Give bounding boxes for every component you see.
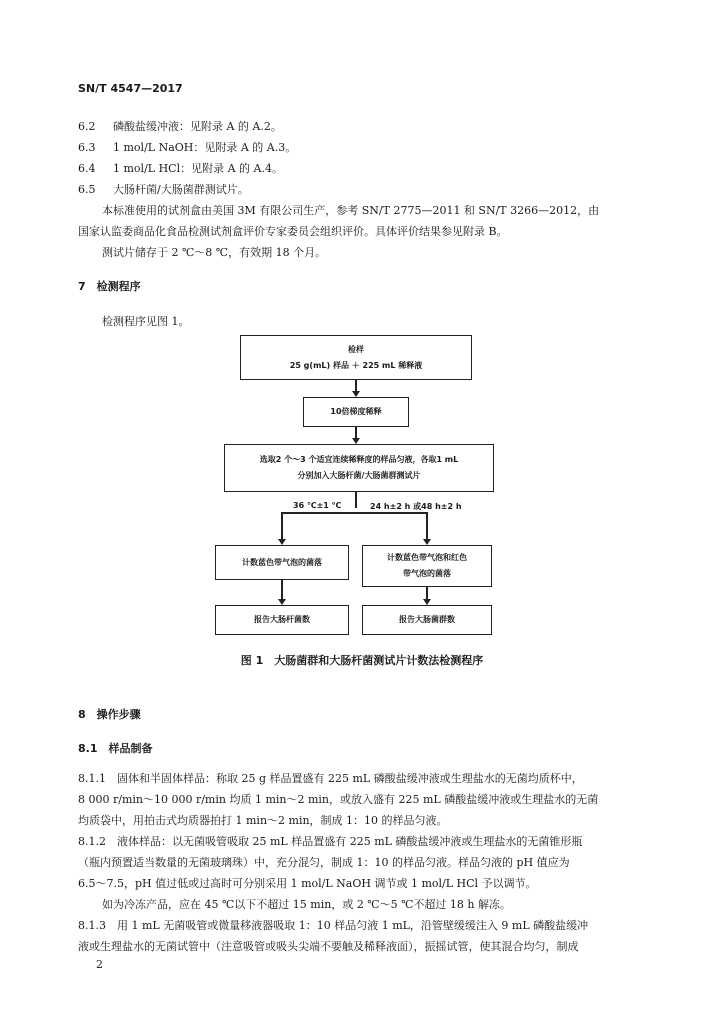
condition-time: 24 h±2 h 或48 h±2 h [370, 502, 462, 511]
item-number: 6.3 [78, 141, 96, 154]
flow-box-text: 分别加入大肠杆菌/大肠菌群测试片 [297, 471, 421, 480]
item-6-2 [78, 118, 282, 134]
flow-box-text: 带气泡的菌落 [403, 569, 451, 578]
item-number: 6.5 [78, 183, 96, 196]
para-line: 8 000 r/min～10 000 r/min 均质 1 min～2 min，或放入盛有 225 mL 磷酸盐缓冲液或生理盐水的无菌 [78, 793, 599, 806]
connector [426, 512, 428, 540]
flow-box-text: 25 g(mL) 样品 ＋ 225 mL 稀释液 [289, 360, 423, 370]
flow-box-count-coliform [362, 545, 492, 587]
para-line: 8.1.3 用 1 mL 无菌吸管或微量移液器吸取 1：10 样品匀液 1 mL，沿管壁缓缓注入 9 mL 磷酸盐缓冲 [78, 919, 589, 932]
flow-box-count-ecoli [215, 545, 349, 580]
para-line: 6.5～7.5，pH 值过低或过高时可分别采用 1 mol/L NaOH 调节或 1 mol/L HCl 予以调节。 [78, 877, 537, 890]
para-line: 均质袋中，用拍击式均质器拍打 1 min～2 min，制成 1：10 的样品匀液。 [78, 814, 448, 827]
para-line: 国家认监委商品化食品检测试剂盒评价专家委员会组织评价。具体评价结果参见附录 B。 [78, 225, 508, 238]
para-line: 测试片储存于 2 ℃～8 ℃，有效期 18 个月。 [102, 246, 327, 259]
item-6-4 [78, 160, 283, 176]
document-header: SN/T 4547—2017 [78, 82, 183, 95]
flow-box-select [224, 444, 494, 492]
item-text: 1 mol/L NaOH：见附录 A 的 A.3。 [113, 141, 297, 154]
connector [355, 492, 357, 508]
connector [281, 512, 427, 514]
figure-caption: 图 1 大肠菌群和大肠杆菌测试片计数法检测程序 [240, 654, 484, 667]
flow-box-report-coliform [362, 605, 492, 635]
item-6-5 [78, 181, 249, 197]
item-text: 磷酸盐缓冲液：见附录 A 的 A.2。 [113, 120, 282, 133]
connector [281, 580, 283, 600]
flow-box-text: 检样 [348, 344, 364, 354]
page-number: 2 [96, 958, 103, 971]
flow-box-text: 计数蓝色带气泡的菌落 [242, 557, 322, 567]
flow-box-text: 选取2 个～3 个适宜连续稀释度的样品匀液，各取1 mL [259, 455, 459, 464]
item-6-3 [78, 139, 296, 155]
para-line: 如为冷冻产品，应在 45 ℃以下不超过 15 min，或 2 ℃～5 ℃不超过 18 h 解冻。 [102, 898, 511, 911]
flow-box-report-ecoli [215, 605, 349, 635]
flow-box-text: 报告大肠菌群数 [399, 615, 455, 624]
connector [281, 512, 283, 540]
section-title: 7 检测程序 [78, 280, 141, 293]
flow-box-dilution [303, 397, 409, 427]
para-line: 液或生理盐水的无菌试管中（注意吸管或吸头尖端不要触及稀释液面），振摇试管，使其混合均匀，制成 [78, 940, 579, 953]
item-text: 1 mol/L HCl：见附录 A 的 A.4。 [113, 162, 283, 175]
para-line: 本标准使用的试剂盒由美国 3M 有限公司生产，参考 SN/T 2775—2011 和 SN/T 3266—2012，由 [102, 204, 600, 217]
para-line: （瓶内预置适当数量的无菌玻璃珠）中，充分混匀，制成 1：10 的样品匀液。样品匀液的 pH 值应为 [78, 856, 570, 869]
item-text: 大肠杆菌/大肠菌群测试片。 [113, 183, 249, 196]
flow-box-text: 10倍梯度稀释 [330, 407, 382, 416]
section-title: 8 操作步骤 [78, 708, 141, 721]
para-line: 8.1.2 液体样品：以无菌吸管吸取 25 mL 样品置盛有 225 mL 磷酸盐缓冲液或生理盐水的无菌锥形瓶 [78, 835, 583, 848]
flow-box-text: 报告大肠杆菌数 [254, 615, 310, 624]
item-number: 6.4 [78, 162, 96, 175]
subsection-title: 8.1 样品制备 [78, 742, 153, 755]
flow-box-text: 计数蓝色带气泡和红色 [387, 553, 467, 562]
section-intro: 检测程序见图 1。 [102, 315, 190, 328]
flow-box-sample [240, 335, 472, 380]
para-line: 8.1.1 固体和半固体样品：称取 25 g 样品置盛有 225 mL 磷酸盐缓冲液或生理盐水的无菌均质杯中， [78, 772, 583, 785]
item-number: 6.2 [78, 120, 96, 133]
condition-temperature: 36 ℃±1 ℃ [293, 501, 342, 510]
